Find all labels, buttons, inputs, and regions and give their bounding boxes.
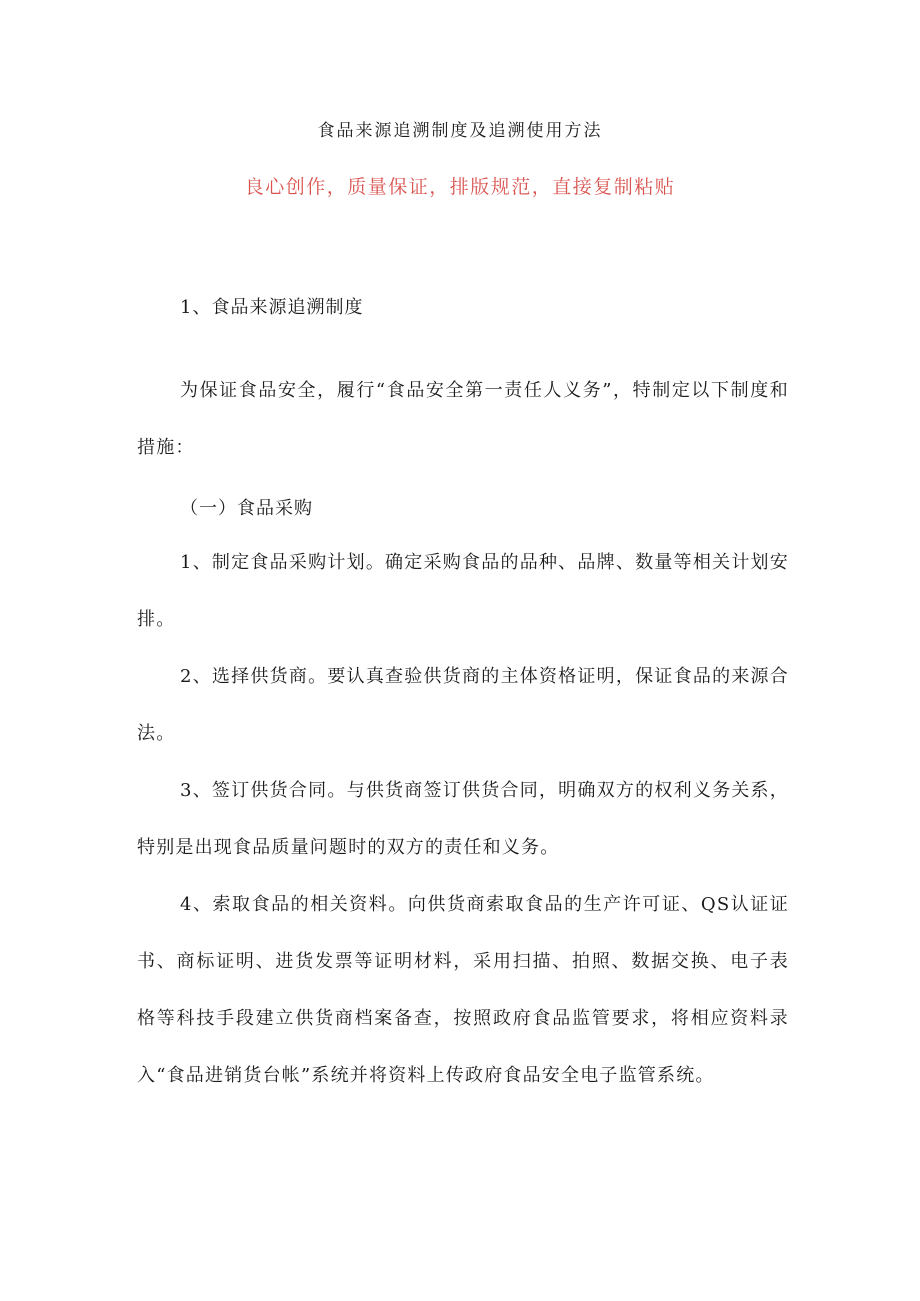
- list-item: 3、签订供货合同。与供货商签订供货合同，明确双方的权利义务关系，特别是出现食品质量问题时的双方的责任和义务。: [137, 780, 789, 858]
- intro-paragraph: 为保证食品安全，履行“食品安全第一责任人义务”，特制定以下制度和措施：: [137, 380, 789, 458]
- list-item: 2、选择供货商。要认真查验供货商的主体资格证明，保证食品的来源合法。: [137, 666, 789, 744]
- section-heading: 1、食品来源追溯制度: [180, 297, 364, 318]
- document-subtitle: 良心创作，质量保证，排版规范，直接复制粘贴: [244, 176, 676, 198]
- sub-heading-procurement: （一）食品采购: [180, 498, 313, 519]
- document-title: 食品来源追溯制度及追溯使用方法: [317, 121, 603, 141]
- list-item: 1、制定食品采购计划。确定采购食品的品种、品牌、数量等相关计划安排。: [137, 552, 789, 630]
- list-item: 4、索取食品的相关资料。向供货商索取食品的生产许可证、QS认证证书、商标证明、进货发票等证明材料，采用扫描、拍照、数据交换、电子表格等科技手段建立供货商档案备查，按照政府食品监管要求，将相应资料录入“食品进销货台帐”系统并将资料上传政府食品安全电子监管系统。: [137, 894, 789, 1086]
